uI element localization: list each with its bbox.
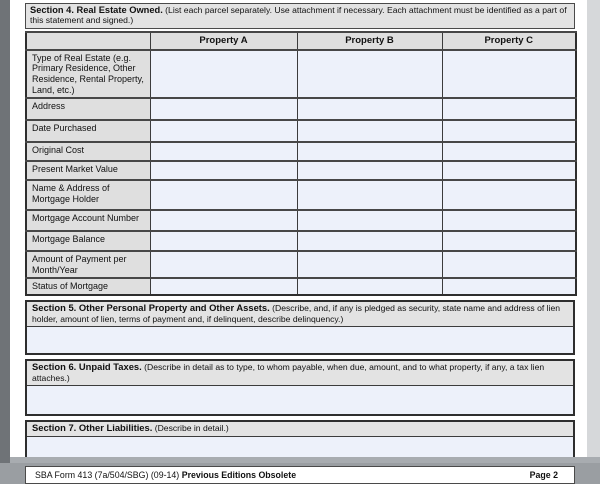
field-mortgage-holder-property-a[interactable] xyxy=(150,180,297,210)
section6-input-field[interactable] xyxy=(27,386,573,414)
table-row xyxy=(26,98,576,120)
row-label-original-cost: Original Cost xyxy=(26,142,150,161)
section7-input-field[interactable] xyxy=(27,437,573,459)
table-row xyxy=(26,210,576,231)
real-estate-table xyxy=(25,31,577,296)
section5-input-field[interactable] xyxy=(27,327,573,353)
column-header-property-a: Property A xyxy=(150,32,297,50)
field-account-number-property-c[interactable] xyxy=(442,210,576,231)
field-status-property-a[interactable] xyxy=(150,278,297,295)
field-mortgage-balance-property-b[interactable] xyxy=(297,231,442,251)
field-account-number-property-b[interactable] xyxy=(297,210,442,231)
row-label-type-of-real-estate: Type of Real Estate (e.g. Primary Residence, Other Residence, Rental Property, Land, etc.) xyxy=(26,50,150,98)
field-type-property-b[interactable] xyxy=(297,50,442,98)
row-label-mortgage-account-number: Mortgage Account Number xyxy=(26,210,150,231)
field-mortgage-holder-property-b[interactable] xyxy=(297,180,442,210)
field-date-property-b[interactable] xyxy=(297,120,442,142)
table-row xyxy=(26,161,576,180)
row-label-mortgage-balance: Mortgage Balance xyxy=(26,231,150,251)
section7-instructions: (Describe in detail.) xyxy=(154,423,229,434)
field-account-number-property-a[interactable] xyxy=(150,210,297,231)
column-header-property-b: Property B xyxy=(297,32,442,50)
table-row xyxy=(26,231,576,251)
section6-box xyxy=(25,359,575,416)
section5-title: Section 5. Other Personal Property and Other Assets. xyxy=(32,301,270,313)
table-row xyxy=(26,142,576,161)
field-status-property-b[interactable] xyxy=(297,278,442,295)
page-number: Page 2 xyxy=(529,469,558,480)
section7-box xyxy=(25,420,575,461)
section6-title: Section 6. Unpaid Taxes. xyxy=(32,361,142,373)
field-payment-property-c[interactable] xyxy=(442,251,576,278)
field-status-property-c[interactable] xyxy=(442,278,576,295)
field-mortgage-balance-property-a[interactable] xyxy=(150,231,297,251)
row-label-mortgage-holder: Name & Address of Mortgage Holder xyxy=(26,180,150,210)
field-address-property-b[interactable] xyxy=(297,98,442,120)
form-content xyxy=(25,3,575,484)
field-date-property-c[interactable] xyxy=(442,120,576,142)
section5-header-bar xyxy=(27,302,573,327)
row-label-payment-amount: Amount of Payment per Month/Year xyxy=(26,251,150,278)
row-label-address: Address xyxy=(26,98,150,120)
field-market-value-property-a[interactable] xyxy=(150,161,297,180)
row-label-status-of-mortgage: Status of Mortgage xyxy=(26,278,150,295)
field-mortgage-balance-property-c[interactable] xyxy=(442,231,576,251)
corner-cell xyxy=(26,32,150,50)
viewer-right-edge xyxy=(587,0,600,463)
section6-instructions: (Describe in detail as to type, to whom payable, when due, amount, and to what property, if any, a tax lien attaches.) xyxy=(32,362,545,383)
field-cost-property-c[interactable] xyxy=(442,142,576,161)
section4-title: Section 4. Real Estate Owned. xyxy=(30,5,163,15)
section7-header-bar xyxy=(27,422,573,437)
section6-header-bar xyxy=(27,361,573,386)
field-cost-property-a[interactable] xyxy=(150,142,297,161)
column-header-property-c: Property C xyxy=(442,32,576,50)
field-payment-property-b[interactable] xyxy=(297,251,442,278)
row-label-date-purchased: Date Purchased xyxy=(26,120,150,142)
table-row xyxy=(26,251,576,278)
table-row xyxy=(26,50,576,98)
viewer-left-edge xyxy=(0,0,10,463)
footer-obsolete-note: Previous Editions Obsolete xyxy=(181,469,297,480)
field-address-property-c[interactable] xyxy=(442,98,576,120)
field-cost-property-b[interactable] xyxy=(297,142,442,161)
field-payment-property-a[interactable] xyxy=(150,251,297,278)
footer-form-id: SBA Form 413 (7a/504/SBG) (09-14) Previous Editions Obsolete xyxy=(35,469,297,480)
field-address-property-a[interactable] xyxy=(150,98,297,120)
section7-title: Section 7. Other Liabilities. xyxy=(32,422,153,434)
field-type-property-c[interactable] xyxy=(442,50,576,98)
section5-box xyxy=(25,300,575,355)
table-header-row xyxy=(26,32,576,50)
field-mortgage-holder-property-c[interactable] xyxy=(442,180,576,210)
form-footer xyxy=(25,466,575,484)
table-row xyxy=(26,278,576,295)
table-row xyxy=(26,180,576,210)
row-label-present-market-value: Present Market Value xyxy=(26,161,150,180)
field-market-value-property-b[interactable] xyxy=(297,161,442,180)
viewer-bottom-edge xyxy=(10,457,600,463)
field-date-property-a[interactable] xyxy=(150,120,297,142)
field-market-value-property-c[interactable] xyxy=(442,161,576,180)
section5-instructions: (Describe, and, if any is pledged as security, state name and address of lien holder, amount of lien, terms of payment and, if delinquent, describe delinquency.) xyxy=(32,302,561,324)
section4-instructions: (List each parcel separately. Use attachment if necessary. Each attachment must be identified as a part of this statement and signed.) xyxy=(30,5,567,26)
table-row xyxy=(26,120,576,142)
field-type-property-a[interactable] xyxy=(150,50,297,98)
section4-header-bar xyxy=(25,3,575,29)
